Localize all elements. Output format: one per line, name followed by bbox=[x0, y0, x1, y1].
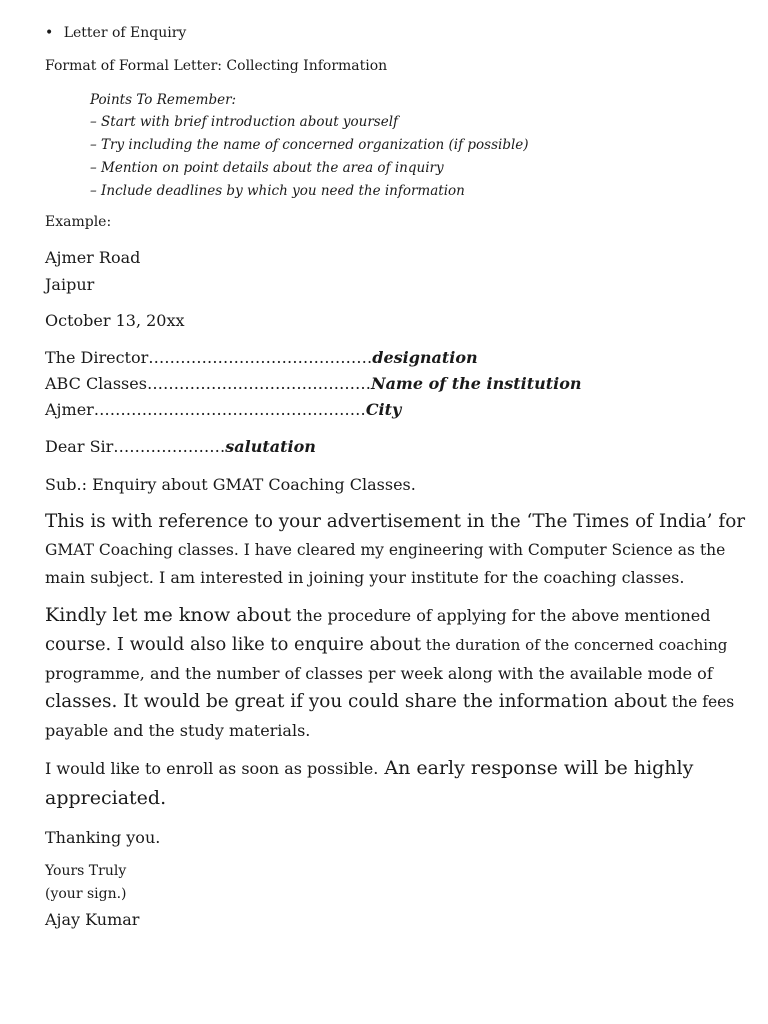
body-p3-line2: appreciated. bbox=[45, 787, 167, 809]
salutation-tag: salutation bbox=[225, 437, 316, 456]
subject-line: Sub.: Enquiry about GMAT Coaching Classes. bbox=[45, 475, 416, 494]
closing-thanks: Thanking you. bbox=[45, 828, 161, 847]
point-item: – Include deadlines by which you need the information bbox=[90, 183, 465, 199]
salutation-text: Dear Sir………………… bbox=[45, 437, 226, 456]
closing-yours: Yours Truly bbox=[45, 863, 127, 879]
example-label: Example: bbox=[45, 214, 112, 230]
point-item: – Mention on point details about the area of inquiry bbox=[90, 160, 444, 176]
sender-address-line1: Ajmer Road bbox=[45, 248, 141, 267]
body-p2-line5: payable and the study materials. bbox=[45, 721, 311, 740]
receiver-line2 bbox=[45, 374, 582, 393]
subtitle: Format of Formal Letter: Collecting Information bbox=[45, 58, 388, 74]
body-p3-line1-a: I would like to enroll as soon as possible. bbox=[45, 759, 379, 778]
closing-name: Ajay Kumar bbox=[45, 910, 140, 929]
body-p1-line1: This is with reference to your advertisement in the ‘The Times of India’ for bbox=[45, 511, 746, 532]
sender-address-line2: Jaipur bbox=[45, 275, 95, 294]
receiver-line1 bbox=[45, 348, 478, 367]
title: Letter of Enquiry bbox=[63, 25, 187, 41]
title-line bbox=[45, 25, 186, 41]
body-p1-line2: GMAT Coaching classes. I have cleared my engineering with Computer Science as the bbox=[45, 541, 726, 559]
receiver-institution-text: ABC Classes…………………………………… bbox=[45, 374, 371, 393]
body-p2-line2-a: course. I would also like to enquire about bbox=[45, 634, 422, 655]
body-p2-line4 bbox=[45, 691, 734, 712]
body-p2-line3: programme, and the number of classes per week along with the available mode of bbox=[45, 664, 713, 683]
receiver-city-text: Ajmer…………………………………………… bbox=[45, 400, 366, 419]
body-p2-line4-b: the fees bbox=[666, 693, 735, 711]
points-heading: Points To Remember: bbox=[90, 92, 237, 108]
body-p3-line1 bbox=[45, 757, 693, 779]
receiver-institution-tag: Name of the institution bbox=[370, 374, 582, 393]
body-p2-line4-a: classes. It would be great if you could share the information about bbox=[45, 691, 667, 712]
receiver-designation-text: The Director…………………………………… bbox=[45, 348, 373, 367]
body-p2-line1-b: the procedure of applying for the above mentioned bbox=[291, 606, 711, 625]
salutation-line bbox=[45, 437, 316, 456]
letter-date: October 13, 20xx bbox=[45, 311, 185, 330]
point-item: – Start with brief introduction about yourself bbox=[90, 114, 399, 130]
closing-sign: (your sign.) bbox=[45, 886, 127, 902]
receiver-city-tag: City bbox=[365, 400, 402, 419]
receiver-designation-tag: designation bbox=[372, 348, 478, 367]
body-p2-line1 bbox=[45, 604, 710, 626]
bullet: • bbox=[45, 25, 54, 41]
receiver-line3 bbox=[45, 400, 401, 419]
body-p1-line3: main subject. I am interested in joining your institute for the coaching classes. bbox=[45, 568, 685, 587]
body-p3-line1-b: An early response will be highly bbox=[378, 757, 694, 779]
point-item: – Try including the name of concerned organization (if possible) bbox=[90, 137, 529, 153]
body-p2-line2-b: the duration of the concerned coaching bbox=[421, 636, 728, 654]
body-p2-line1-a: Kindly let me know about bbox=[45, 604, 292, 626]
body-p2-line2 bbox=[45, 634, 727, 655]
